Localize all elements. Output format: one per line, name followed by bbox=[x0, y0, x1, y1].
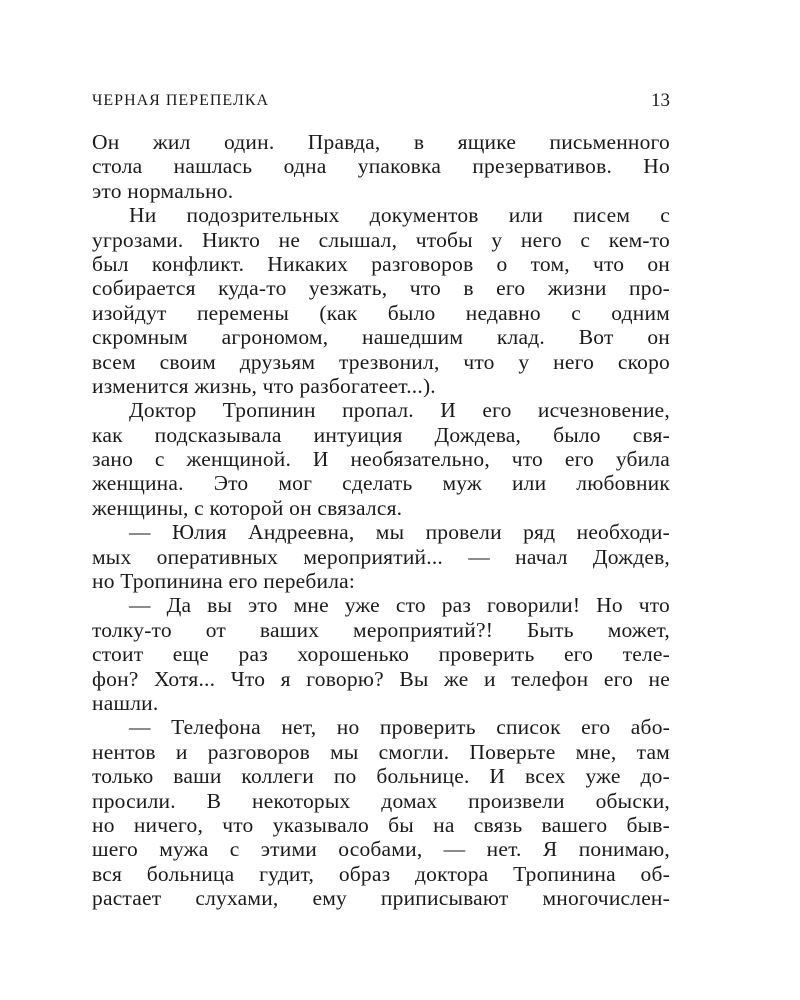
text-line: угрозами. Никто не слышал, чтобы у него с кем-то bbox=[92, 227, 670, 252]
body-text bbox=[92, 130, 670, 911]
text-line: фон? Хотя... Что я говорю? Вы же и телефон его не bbox=[92, 666, 670, 691]
text-line: изойдут перемены (как было недавно с одним bbox=[92, 300, 670, 325]
text-line: просили. В некоторых домах произвели обыски, bbox=[92, 788, 670, 813]
text-line: стола нашлась одна упаковка презервативов. Но bbox=[92, 154, 670, 179]
text-line: женщины, с которой он связался. bbox=[92, 495, 403, 520]
text-line: — Юлия Андреевна, мы провели ряд необходи- bbox=[129, 520, 670, 545]
text-line: изменится жизнь, что разбогатеет...). bbox=[92, 373, 436, 398]
text-line: только ваши коллеги по больнице. И всех уже до- bbox=[92, 764, 670, 789]
text-line: как подсказывала интуиция Дождева, было свя- bbox=[92, 422, 670, 447]
text-line: это нормально. bbox=[92, 178, 234, 203]
text-line: Доктор Тропинин пропал. И его исчезновение, bbox=[129, 398, 670, 423]
text-line: зано с женщиной. И необязательно, что его убила bbox=[92, 447, 670, 472]
text-line: был конфликт. Никаких разговоров о том, что он bbox=[92, 251, 670, 276]
text-line: нашли. bbox=[92, 690, 159, 715]
text-line: толку-то от ваших мероприятий?! Быть может, bbox=[92, 617, 670, 642]
text-line: вся больница гудит, образ доктора Тропинина об- bbox=[92, 861, 670, 886]
running-head bbox=[92, 88, 670, 114]
text-line: но ничего, что указывало бы на связь вашего быв- bbox=[92, 812, 670, 837]
text-line: Он жил один. Правда, в ящике письменного bbox=[92, 130, 670, 154]
running-title: ЧЕРНАЯ ПЕРЕПЕЛКА bbox=[92, 92, 270, 109]
page-number: 13 bbox=[651, 90, 670, 111]
text-line: шего мужа с этими особами, — нет. Я понимаю, bbox=[92, 837, 670, 862]
text-line: — Да вы это мне уже сто раз говорили! Но что bbox=[129, 593, 670, 618]
text-line: скромным агрономом, нашедшим клад. Вот он bbox=[92, 325, 670, 350]
text-line: растает слухами, ему приписывают многочислен- bbox=[92, 886, 670, 911]
text-line: мых оперативных мероприятий... — начал Дождев, bbox=[92, 544, 670, 569]
text-line: женщина. Это мог сделать муж или любовник bbox=[92, 471, 670, 496]
text-line: всем своим друзьям трезвонил, что у него скоро bbox=[92, 349, 670, 374]
text-line: Ни подозрительных документов или писем с bbox=[129, 203, 670, 228]
text-line: но Тропинина его перебила: bbox=[92, 569, 356, 594]
text-line: нентов и разговоров мы смогли. Поверьте мне, там bbox=[92, 739, 670, 764]
text-line: — Телефона нет, но проверить список его або- bbox=[129, 715, 670, 740]
text-line: стоит еще раз хорошенько проверить его теле- bbox=[92, 642, 670, 667]
text-line: собирается куда-то уезжать, что в его жизни про- bbox=[92, 276, 670, 301]
